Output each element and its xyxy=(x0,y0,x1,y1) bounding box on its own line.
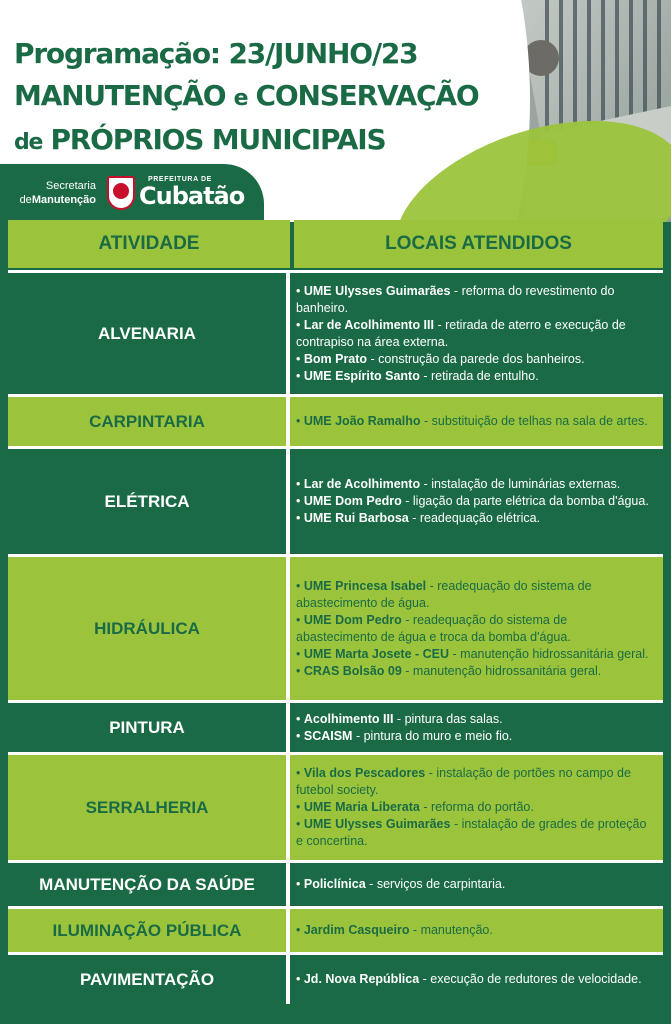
list-item: • UME Maria Liberata - reforma do portão. xyxy=(296,800,534,814)
task-description: reforma do portão. xyxy=(430,800,534,814)
list-item: • Lar de Acolhimento - instalação de luminárias externas. xyxy=(296,477,621,491)
activity-cell: SERRALHERIA xyxy=(8,755,290,860)
list-item: • SCAISM - pintura do muro e meio fio. xyxy=(296,728,513,743)
list-item: • Policlínica - serviços de carpintaria. xyxy=(296,877,506,891)
table-row xyxy=(8,700,663,752)
task-description: ligação da parte elétrica da bomba d'água. xyxy=(412,494,649,508)
list-item: • UME Princesa Isabel - readequação do sistema de abastecimento de água. xyxy=(296,578,592,610)
list-item: • Jardim Casqueiro - manutenção. xyxy=(296,923,493,937)
task-description: manutenção hidrossanitária geral. xyxy=(412,663,602,678)
activity-cell: HIDRÁULICA xyxy=(8,557,290,700)
list-item: • Acolhimento III - pintura das salas. xyxy=(296,711,503,726)
column-header-activity: ATIVIDADE xyxy=(8,220,290,268)
place-name: SCAISM xyxy=(303,728,353,743)
locations-cell xyxy=(290,909,659,952)
city-crest-icon xyxy=(107,176,135,210)
locations-cell xyxy=(290,955,659,1004)
list-item: • UME Rui Barbosa - readequação elétrica. xyxy=(296,511,541,525)
place-name: CRAS Bolsão 09 xyxy=(303,663,402,678)
place-name: Policlínica xyxy=(303,877,366,891)
activity-cell: ILUMINAÇÃO PÚBLICA xyxy=(8,909,290,952)
place-name: Jd. Nova República xyxy=(303,972,420,986)
list-item: • UME Ulysses Guimarães - instalação de grades de proteção e concertina. xyxy=(296,817,647,848)
list-item: • Vila dos Pescadores - instalação de portões no campo de futebol society. xyxy=(296,766,631,797)
place-name: UME Dom Pedro xyxy=(303,612,402,627)
table-body xyxy=(8,270,663,1004)
task-description: retirada de entulho. xyxy=(430,368,539,383)
list-item: • Jd. Nova República - execução de redutores de velocidade. xyxy=(296,972,642,986)
locations-cell xyxy=(290,863,659,906)
table-row xyxy=(8,752,663,860)
locations-cell xyxy=(290,449,659,554)
table-header xyxy=(8,220,663,268)
list-item: • CRAS Bolsão 09 - manutenção hidrossanitária geral. xyxy=(296,663,602,678)
list-item: • UME Dom Pedro - readequação do sistema de abastecimento de água e troca da bomba d'água. xyxy=(296,612,571,644)
locations-cell xyxy=(290,557,659,700)
page-title xyxy=(14,33,478,163)
task-description: readequação elétrica. xyxy=(419,511,541,525)
task-description: readequação do sistema de abastecimento de água e troca da bomba d'água. xyxy=(296,612,571,644)
task-description: pintura das salas. xyxy=(404,711,503,726)
task-description: instalação de grades de proteção e concertina. xyxy=(296,817,647,848)
place-name: Lar de Acolhimento xyxy=(303,477,421,491)
place-name: UME Maria Liberata xyxy=(303,800,420,814)
task-description: serviços de carpintaria. xyxy=(376,877,506,891)
place-name: UME Espírito Santo xyxy=(303,368,420,383)
list-item: • Bom Prato - construção da parede dos banheiros. xyxy=(296,351,585,366)
title-line-3: de PRÓPRIOS MUNICIPAIS xyxy=(14,123,386,156)
task-description: execução de redutores de velocidade. xyxy=(430,972,642,986)
place-name: UME Marta Josete - CEU xyxy=(303,646,450,661)
place-name: Lar de Acolhimento III xyxy=(303,317,434,332)
place-name: UME João Ramalho xyxy=(303,414,421,428)
place-name: Bom Prato xyxy=(303,351,368,366)
department-label: Secretaria deManutenção xyxy=(19,180,96,206)
locations-cell xyxy=(290,273,659,394)
task-description: reforma do revestimento do banheiro. xyxy=(296,283,615,315)
table-row xyxy=(8,446,663,554)
locations-cell xyxy=(290,397,659,446)
task-description: substituição de telhas na sala de artes. xyxy=(431,414,648,428)
table-row xyxy=(8,394,663,446)
table-row xyxy=(8,270,663,394)
place-name: Jardim Casqueiro xyxy=(303,923,410,937)
activity-cell: ALVENARIA xyxy=(8,273,290,394)
activity-cell: ELÉTRICA xyxy=(8,449,290,554)
list-item: • UME Dom Pedro - ligação da parte elétrica da bomba d'água. xyxy=(296,494,649,508)
task-description: construção da parede dos banheiros. xyxy=(378,351,585,366)
table-row xyxy=(8,860,663,906)
place-name: Vila dos Pescadores xyxy=(303,766,426,780)
list-item: • UME Marta Josete - CEU - manutenção hidrossanitária geral. xyxy=(296,646,649,661)
city-logo: Cubatão xyxy=(139,182,245,210)
table-row xyxy=(8,906,663,952)
activity-cell: PAVIMENTAÇÃO xyxy=(8,955,290,1004)
title-line-1: Programação: 23/JUNHO/23 xyxy=(14,37,418,70)
task-description: manutenção hidrossanitária geral. xyxy=(460,646,649,661)
list-item: • Lar de Acolhimento III - retirada de aterro e execução de contrapiso na área externa. xyxy=(296,317,626,349)
activity-cell: MANUTENÇÃO DA SAÚDE xyxy=(8,863,290,906)
list-item: • UME Espírito Santo - retirada de entulho. xyxy=(296,368,539,383)
place-name: UME Princesa Isabel xyxy=(303,578,427,593)
column-header-locations: LOCAIS ATENDIDOS xyxy=(294,220,663,268)
task-description: instalação de portões no campo de futebol society. xyxy=(296,766,631,797)
activities-table xyxy=(8,220,663,1004)
list-item: • UME Ulysses Guimarães - reforma do revestimento do banheiro. xyxy=(296,283,615,315)
activity-cell: CARPINTARIA xyxy=(8,397,290,446)
table-row xyxy=(8,952,663,1004)
task-description: pintura do muro e meio fio. xyxy=(363,728,513,743)
task-description: readequação do sistema de abastecimento de água. xyxy=(296,578,592,610)
task-description: manutenção. xyxy=(420,923,493,937)
locations-cell xyxy=(290,755,659,860)
task-description: instalação de luminárias externas. xyxy=(431,477,621,491)
activity-cell: PINTURA xyxy=(8,703,290,752)
title-line-2: MANUTENÇÃO e CONSERVAÇÃO xyxy=(14,79,479,112)
place-name: UME Dom Pedro xyxy=(303,494,402,508)
place-name: UME Ulysses Guimarães xyxy=(303,817,451,831)
place-name: UME Rui Barbosa xyxy=(303,511,409,525)
task-description: retirada de aterro e execução de contrapiso na área externa. xyxy=(296,317,626,349)
table-row xyxy=(8,554,663,700)
locations-cell xyxy=(290,703,659,752)
list-item: • UME João Ramalho - substituição de telhas na sala de artes. xyxy=(296,414,648,428)
prefecture-label: PREFEITURA DE xyxy=(148,176,212,183)
place-name: Acolhimento III xyxy=(303,711,394,726)
place-name: UME Ulysses Guimarães xyxy=(303,283,451,298)
